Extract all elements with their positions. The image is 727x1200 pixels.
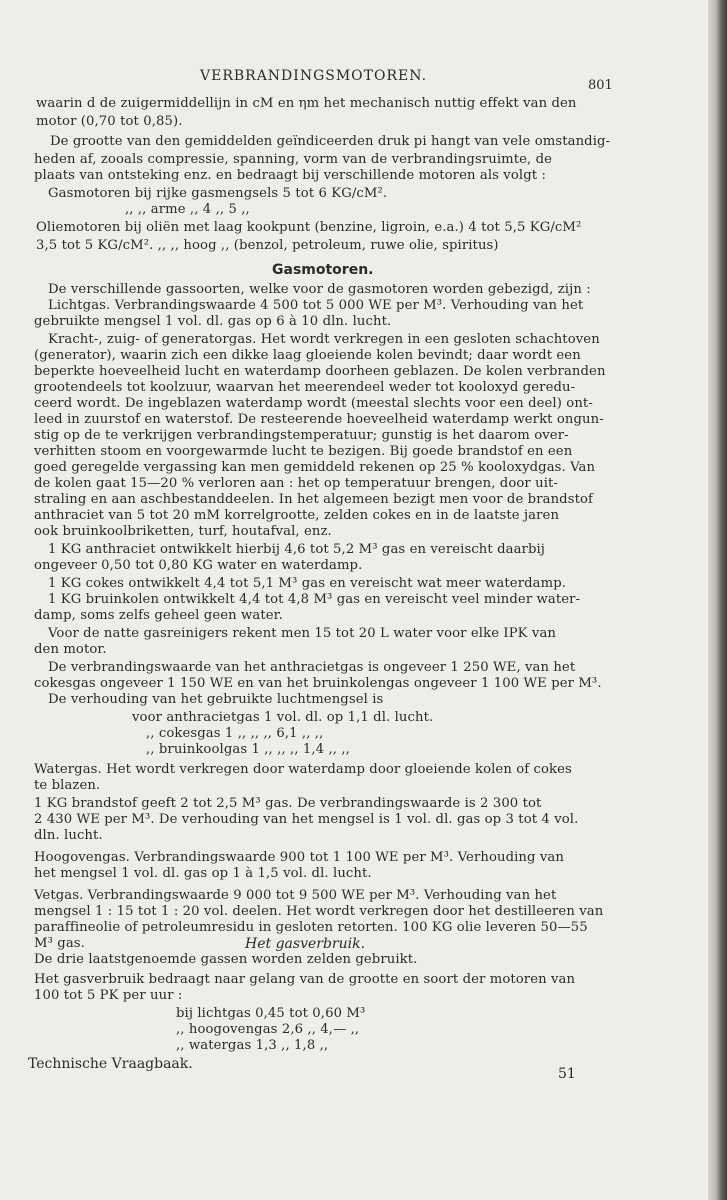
text-line: ,, hoogovengas 2,6 ,, 4,— ,,	[176, 1022, 360, 1037]
text-line: heden af, zooals compressie, spanning, vorm van de verbrandingsruimte, de	[34, 152, 553, 167]
section-title: Gasmotoren.	[272, 262, 374, 278]
text-line: Gasmotoren bij rijke gasmengsels 5 tot 6 KG/cM².	[48, 186, 388, 201]
text-line: Lichtgas. Verbrandingswaarde 4 500 tot 5 000 WE per M³. Verhouding van het	[48, 298, 584, 313]
text-line: 1 KG bruinkolen ontwikkelt 4,4 tot 4,8 M³ gas en vereischt veel minder water-	[48, 592, 581, 607]
text-line: 1 KG anthraciet ontwikkelt hierbij 4,6 tot 5,2 M³ gas en vereischt daarbij	[48, 542, 545, 557]
text-line: voor anthracietgas 1 vol. dl. op 1,1 dl. lucht.	[132, 710, 434, 725]
text-line: Watergas. Het wordt verkregen door waterdamp door gloeiende kolen of cokes	[34, 762, 572, 777]
text-line: goed geregelde vergassing kan men gemiddeld rekenen op 25 % kooloxydgas. Van	[34, 460, 596, 475]
text-line: anthraciet van 5 tot 20 mM korrelgrootte, zelden cokes en in de laatste jaren	[34, 508, 560, 523]
text-line: (generator), waarin zich een dikke laag gloeiende kolen bevindt; daar wordt een	[34, 348, 581, 363]
text-line: ,, watergas 1,3 ,, 1,8 ,,	[176, 1038, 329, 1053]
text-line: stig op de te verkrijgen verbrandingstemperatuur; gunstig is het daarom over-	[34, 428, 569, 443]
text-line: De verschillende gassoorten, welke voor de gasmotoren worden gebezigd, zijn :	[48, 282, 591, 297]
text-line: gebruikte mengsel 1 vol. dl. gas op 6 à 10 dln. lucht.	[34, 314, 392, 329]
text-line: ook bruinkoolbriketten, turf, houtafval, enz.	[34, 524, 332, 539]
text-line: De verhouding van het gebruikte luchtmengsel is	[48, 692, 384, 707]
text-line: ceerd wordt. De ingeblazen waterdamp wordt (meestal slechts voor een deel) ont-	[34, 396, 593, 411]
text-line: damp, soms zelfs geheel geen water.	[34, 608, 283, 623]
text-line: plaats van ontsteking enz. en bedraagt bij verschillende motoren als volgt :	[34, 168, 546, 183]
text-line: M³ gas.	[34, 936, 85, 951]
text-line: leed in zuurstof en waterstof. De resteerende hoeveelheid waterdamp werkt ongun-	[34, 412, 604, 427]
text-line: te blazen.	[34, 778, 101, 793]
text-line: De grootte van den gemiddelden geïndiceerden druk pi hangt van vele omstandig-	[50, 134, 611, 149]
text-line: beperkte hoeveelheid lucht en waterdamp doorheen geblazen. De kolen verbranden	[34, 364, 606, 379]
text-line: 100 tot 5 PK per uur :	[34, 988, 183, 1003]
page-number: 801	[588, 78, 613, 93]
subsection-title: Het gasverbruik.	[245, 936, 366, 952]
running-title: VERBRANDINGSMOTOREN.	[200, 68, 428, 84]
text-line: De drie laatstgenoemde gassen worden zelden gebruikt.	[34, 952, 418, 967]
text-line: motor (0,70 tot 0,85).	[36, 114, 183, 129]
text-line: Het gasverbruik bedraagt naar gelang van de grootte en soort der motoren van	[34, 972, 576, 987]
text-line: mengsel 1 : 15 tot 1 : 20 vol. deelen. Het wordt verkregen door het destilleeren van	[34, 904, 604, 919]
text-line: den motor.	[34, 642, 107, 657]
text-line: Kracht-, zuig- of generatorgas. Het wordt verkregen in een gesloten schachtoven	[48, 332, 600, 347]
text-line: de kolen gaat 15—20 % verloren aan : het op temperatuur brengen, door uit-	[34, 476, 558, 491]
text-line: paraffineolie of petroleumresidu in gesloten retorten. 100 KG olie leveren 50—55	[34, 920, 588, 935]
text-line: Hoogovengas. Verbrandingswaarde 900 tot 1 100 WE per M³. Verhouding van	[34, 850, 564, 865]
text-line: ,, bruinkoolgas 1 ,, ,, ,, 1,4 ,, ,,	[146, 742, 350, 757]
text-line: De verbrandingswaarde van het anthracietgas is ongeveer 1 250 WE, van het	[48, 660, 576, 675]
text-line: ,, ,, arme ,, 4 ,, 5 ,,	[125, 202, 250, 217]
book-title-footer: Technische Vraagbaak.	[28, 1056, 193, 1072]
text-line: cokesgas ongeveer 1 150 WE en van het bruinkolengas ongeveer 1 100 WE per M³.	[34, 676, 602, 691]
text-line: waarin d de zuigermiddellijn in cM en ηm het mechanisch nuttig effekt van den	[36, 96, 577, 111]
text-line: verhitten stoom en voorgewarmde lucht te bezigen. Bij goede brandstof en een	[34, 444, 573, 459]
text-line: ,, cokesgas 1 ,, ,, ,, 6,1 ,, ,,	[146, 726, 324, 741]
text-line: Oliemotoren bij oliën met laag kookpunt (benzine, ligroin, e.a.) 4 tot 5,5 KG/cM²	[36, 220, 582, 235]
text-line: Voor de natte gasreinigers rekent men 15 tot 20 L water voor elke IPK van	[48, 626, 557, 641]
text-line: 3,5 tot 5 KG/cM². ,, ,, hoog ,, (benzol, petroleum, ruwe olie, spiritus)	[36, 238, 499, 253]
text-line: Vetgas. Verbrandingswaarde 9 000 tot 9 500 WE per M³. Verhouding van het	[34, 888, 557, 903]
text-line: straling en aan aschbestanddeelen. In het algemeen bezigt men voor de brandstof	[34, 492, 594, 507]
text-line: dln. lucht.	[34, 828, 103, 843]
book-spine	[708, 0, 727, 1200]
text-line: 1 KG cokes ontwikkelt 4,4 tot 5,1 M³ gas en vereischt wat meer waterdamp.	[48, 576, 567, 591]
text-line: 1 KG brandstof geeft 2 tot 2,5 M³ gas. De verbrandingswaarde is 2 300 tot	[34, 796, 542, 811]
text-line: ongeveer 0,50 tot 0,80 KG water en waterdamp.	[34, 558, 363, 573]
text-line: 2 430 WE per M³. De verhouding van het mengsel is 1 vol. dl. gas op 3 tot 4 vol.	[34, 812, 579, 827]
text-line: het mengsel 1 vol. dl. gas op 1 à 1,5 vol. dl. lucht.	[34, 866, 372, 881]
signature-number: 51	[558, 1066, 576, 1082]
text-line: bij lichtgas 0,45 tot 0,60 M³	[176, 1006, 366, 1021]
text-line: grootendeels tot koolzuur, waarvan het meerendeel weder tot kooloxyd geredu-	[34, 380, 576, 395]
